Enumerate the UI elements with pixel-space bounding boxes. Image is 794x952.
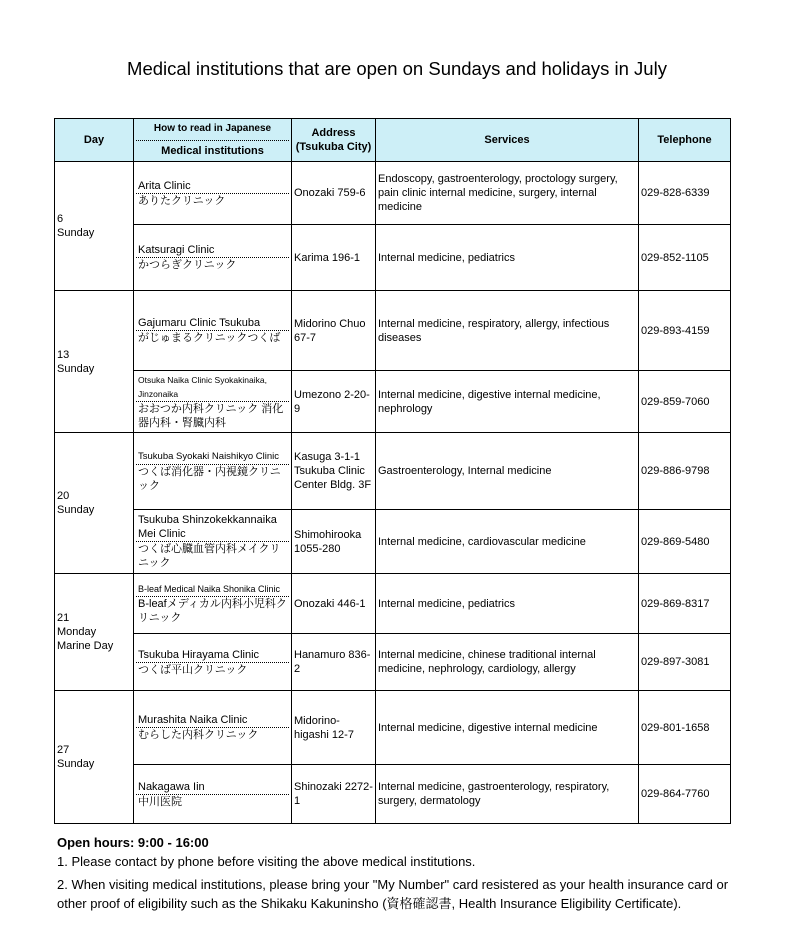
services-cell: Internal medicine, pediatrics: [376, 574, 639, 634]
day-cell: [55, 433, 134, 574]
institution-name-en: Tsukuba Syokaki Naishikyo Clinic: [136, 450, 289, 465]
institution-name-ja: むらした内科クリニック: [138, 729, 259, 741]
institution-name-ja: つくば消化器・内視鏡クリニック: [138, 465, 281, 492]
institution-name-ja: おおつか内科クリニック 消化器内科・腎臓内科: [138, 403, 284, 429]
table-row: [55, 634, 731, 691]
address-cell: Hanamuro 836-2: [292, 634, 376, 691]
address-cell: Midorino-higashi 12-7: [292, 691, 376, 765]
services-cell: Internal medicine, cardiovascular medicine: [376, 510, 639, 574]
table-row: [55, 510, 731, 574]
table-row: [55, 371, 731, 433]
phone-cell: 029-859-7060: [639, 371, 731, 433]
institution-name-en: Nakagawa Iin: [136, 780, 289, 795]
day-cell: [55, 574, 134, 691]
day-date: 13: [57, 348, 70, 361]
phone-cell: 029-893-4159: [639, 291, 731, 371]
institution-name-ja: B-leafメディカル内科小児科クリニック: [138, 598, 287, 624]
open-hours: Open hours: 9:00 - 16:00: [57, 835, 209, 850]
institution-cell: [134, 162, 292, 225]
address-cell: Shinozaki 2272-1: [292, 765, 376, 824]
day-label: Sunday: [57, 758, 95, 770]
table-header-row: [55, 119, 731, 162]
services-cell: Internal medicine, respiratory, allergy, infectious diseases: [376, 291, 639, 371]
day-date: 6: [57, 213, 64, 225]
table-row: [55, 291, 731, 371]
day-date: 21: [57, 612, 70, 624]
institution-name-en: Tsukuba Hirayama Clinic: [136, 648, 289, 663]
institution-cell: [134, 433, 292, 510]
institution-name-ja: ありたクリニック: [138, 194, 226, 207]
day-holiday: Marine Day: [57, 640, 114, 652]
table-row: [55, 225, 731, 291]
address-cell: Umezono 2-20-9: [292, 371, 376, 433]
institution-cell: [134, 574, 292, 634]
day-cell: [55, 162, 134, 291]
header-reading: How to read in Japanese: [136, 119, 289, 141]
address-cell: Onozaki 446-1: [292, 574, 376, 634]
institution-name-en: Gajumaru Clinic Tsukuba: [136, 316, 289, 331]
day-label: Monday: [57, 626, 97, 638]
address-cell: Shimohirooka 1055-280: [292, 510, 376, 574]
address-cell: Onozaki 759-6: [292, 162, 376, 225]
institution-cell: [134, 291, 292, 371]
institution-cell: [134, 691, 292, 765]
institution-name-en: Katsuragi Clinic: [136, 243, 289, 258]
header-institutions: [134, 119, 292, 162]
services-cell: Internal medicine, pediatrics: [376, 225, 639, 291]
day-label: Sunday: [57, 504, 95, 516]
note-1: 1. Please contact by phone before visiting the above medical institutions.: [57, 854, 476, 869]
institution-cell: [134, 634, 292, 691]
services-cell: Internal medicine, chinese traditional internal medicine, nephrology, cardiology, allergy: [376, 634, 639, 691]
day-date: 20: [57, 490, 70, 502]
institution-cell: [134, 510, 292, 574]
address-cell: Karima 196-1: [292, 225, 376, 291]
services-cell: Gastroenterology, Internal medicine: [376, 433, 639, 510]
institution-name-ja: つくば心臓血管内科メイクリニック: [138, 543, 281, 569]
day-label: Sunday: [57, 362, 95, 375]
table-row: [55, 574, 731, 634]
institution-cell: [134, 371, 292, 433]
header-address: Address (Tsukuba City): [292, 119, 376, 162]
day-label: Sunday: [57, 227, 95, 239]
institution-name-en: Otsuka Naika Clinic Syokakinaika, Jinzonaika: [136, 373, 289, 402]
day-date: 27: [57, 744, 70, 756]
phone-cell: 029-828-6339: [639, 162, 731, 225]
table-row: [55, 765, 731, 824]
phone-cell: 029-869-8317: [639, 574, 731, 634]
table-row: [55, 162, 731, 225]
phone-cell: 029-852-1105: [639, 225, 731, 291]
phone-cell: 029-801-1658: [639, 691, 731, 765]
institution-name-en: B-leaf Medical Naika Shonika Clinic: [136, 582, 289, 597]
address-cell: Midorino Chuo 67-7: [292, 291, 376, 371]
phone-cell: 029-886-9798: [639, 433, 731, 510]
header-telephone: Telephone: [639, 119, 731, 162]
header-services: Services: [376, 119, 639, 162]
day-cell: [55, 691, 134, 824]
institution-cell: [134, 225, 292, 291]
services-cell: Internal medicine, digestive internal medicine, nephrology: [376, 371, 639, 433]
institution-name-ja: がじゅまるクリニックつくば: [138, 332, 281, 344]
table-row: [55, 691, 731, 765]
header-institution-names: Medical institutions: [161, 144, 264, 157]
institution-cell: [134, 765, 292, 824]
phone-cell: 029-897-3081: [639, 634, 731, 691]
services-cell: Internal medicine, gastroenterology, respiratory, surgery, dermatology: [376, 765, 639, 824]
page-title: Medical institutions that are open on Sundays and holidays in July: [127, 58, 667, 79]
schedule-table: [54, 118, 731, 824]
note-2: 2. When visiting medical institutions, please bring your "My Number" card resistered as your health insurance card or other proof of eligibility such as the Shikaku Kakuninsho (資格確認書, Health Insurance Eligibility Certificate).: [57, 877, 729, 911]
institution-name-en: Arita Clinic: [136, 179, 289, 194]
phone-cell: 029-869-5480: [639, 510, 731, 574]
institution-name-en: Tsukuba Shinzokekkannaika Mei Clinic: [136, 513, 289, 542]
header-day: Day: [55, 119, 134, 162]
institution-name-ja: つくば平山クリニック: [138, 663, 248, 676]
table-row: [55, 433, 731, 510]
institution-name-en: Murashita Naika Clinic: [136, 713, 289, 728]
notes-section: [57, 833, 737, 913]
address-cell: Kasuga 3-1-1 Tsukuba Clinic Center Bldg. 3F: [292, 433, 376, 510]
institution-name-ja: 中川医院: [138, 795, 182, 808]
institution-name-ja: かつらぎクリニック: [138, 259, 237, 271]
services-cell: Endoscopy, gastroenterology, proctology surgery, pain clinic internal medicine, surgery, internal medicine: [376, 162, 639, 225]
services-cell: Internal medicine, digestive internal medicine: [376, 691, 639, 765]
phone-cell: 029-864-7760: [639, 765, 731, 824]
day-cell: [55, 291, 134, 433]
